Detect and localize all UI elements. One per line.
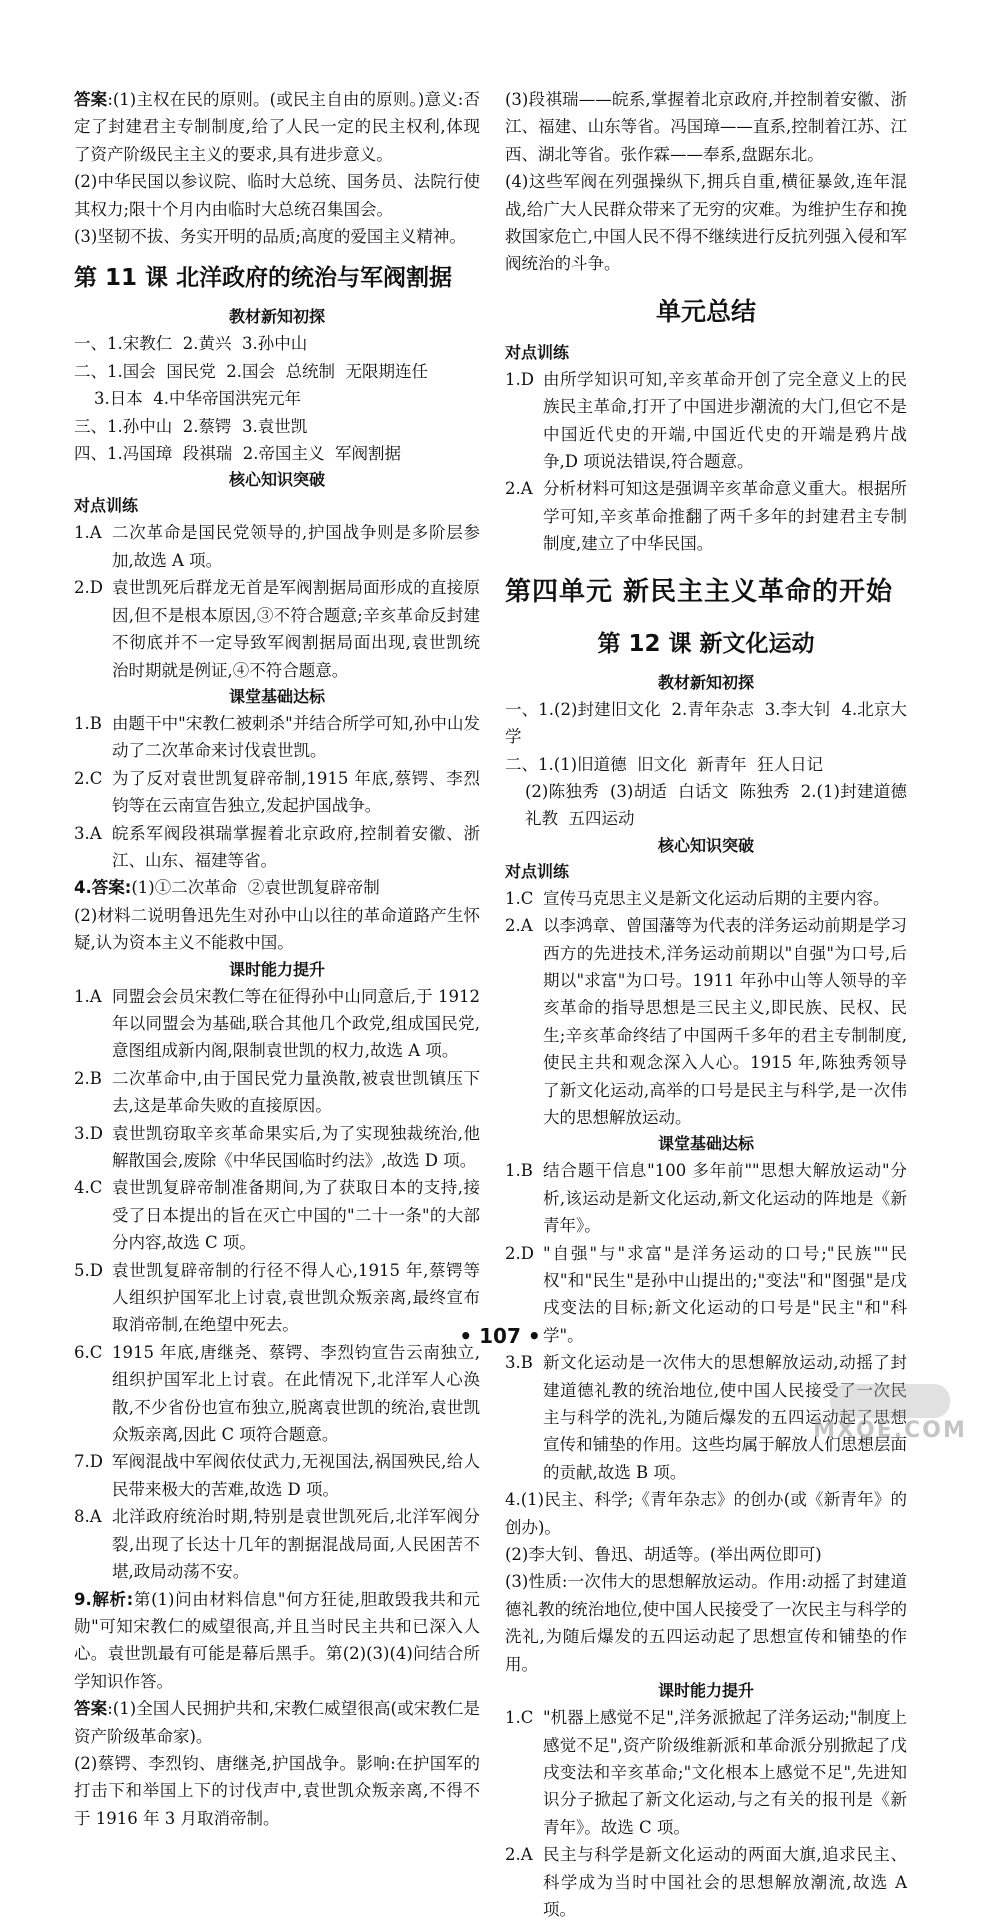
item-text: 结合题干信息"100 多年前""思想大解放运动"分析,该运动是新文化运动,新文化运动的阵地是《新青年》。	[543, 1161, 907, 1236]
item-number: 2.D	[505, 1243, 534, 1263]
item-text: 新文化运动是一次伟大的思想解放运动,动摇了封建道德礼教的统治地位,使中国人民接受了一次民主与科学的洗礼,为随后爆发的五四运动起了思想宣传和铺垫的作用。这些均属于解放人们思想层面的贡献,故选 B 项。	[543, 1353, 907, 1482]
item-text: 同盟会会员宋教仁等在征得孙中山同意后,于 1912 年以同盟会为基础,联合其他几个政党,组成国民党,意图组成新内阁,限制袁世凯的权力,故选 A 项。	[112, 986, 486, 1061]
list-item	[74, 1174, 480, 1256]
item-number: 1.C	[505, 888, 534, 908]
answer-part-2: (2)中华民国以参议院、临时大总统、国务员、法院行使其权力;限十个月内由临时大总统召集国会。	[74, 172, 480, 219]
item-number: 4.	[505, 1490, 521, 1510]
item-text: 袁世凯窃取辛亥革命果实后,为了实现独裁统治,他解散国会,废除《中华民国临时约法》,故选 D 项。	[112, 1123, 480, 1170]
item-number: 2.B	[74, 1068, 102, 1088]
subsection-duidian: 对点训练	[505, 861, 570, 881]
answer-text: :(1)主权在民的原则。(或民主自由的原则。)意义:否定了封建君主专制制度,给了人民一定的民主权利,体现了资产阶级民主主义的要求,具有进步意义。	[74, 90, 480, 164]
item-number: 8.A	[74, 1507, 102, 1527]
answer-part-3: (3)坚韧不拔、务实开明的品质;高度的爱国主义精神。	[74, 227, 466, 247]
list-item	[505, 1704, 907, 1841]
list-item	[74, 1120, 480, 1175]
list-item	[505, 475, 907, 557]
item-text: 宣传马克思主义是新文化运动后期的主要内容。	[543, 888, 890, 908]
item-text: 皖系军阀段祺瑞掌握着北京政府,控制着安徽、浙江、山东、福建等省。	[112, 823, 480, 870]
list-item	[74, 1339, 480, 1449]
list-item	[74, 983, 486, 1065]
item-text: (1)民主、科学;《青年杂志》的创办(或《新青年》的创办)。	[505, 1490, 907, 1537]
knowledge-line: 二、1.(1)旧道德 旧文化 新青年 狂人日记	[505, 754, 824, 774]
item-text: 为了反对袁世凯复辟帝制,1915 年底,蔡锷、李烈钧等在云南宣告独立,发起护国战争。	[112, 768, 480, 816]
item-text: (1)①二次革命 ②袁世凯复辟帝制	[131, 878, 380, 898]
knowledge-line: 3.日本 4.中华帝国洪宪元年	[94, 389, 301, 409]
item-number: 4.答案:	[74, 878, 132, 898]
item-text: 第(1)问由材料信息"何方狂徒,胆敢毁我共和元勋"可知宋教仁的威望很高,并且当时民主共和已深入人心。袁世凯最有可能是幕后黑手。第(2)(3)(4)问结合所学知识作答。	[74, 1589, 480, 1691]
page-number: • 107 •	[459, 1324, 541, 1348]
item-text: 二次革命是国民党领导的,护国战争则是多阶层参加,故选 A 项。	[112, 523, 480, 570]
list-item-cont: (2)材料二说明鲁迅先生对孙中山以往的革命道路产生怀疑,认为资本主义不能救中国。	[74, 905, 480, 953]
list-item	[505, 912, 907, 1131]
item-number: 1.D	[505, 369, 534, 389]
list-item	[74, 1503, 480, 1585]
answer-paragraph	[74, 1695, 480, 1750]
unit-4-title: 第四单元 新民主主义革命的开始	[505, 576, 894, 607]
item-number: 1.B	[74, 713, 102, 733]
answer-label: 答案	[74, 90, 108, 109]
knowledge-line: 四、1.冯国璋 段祺瑞 2.帝国主义 军阀割据	[74, 444, 401, 464]
subsection-duidian: 对点训练	[74, 496, 139, 516]
item-number: 2.A	[505, 916, 533, 936]
item-number: 6.C	[74, 1342, 103, 1362]
section-jiaocai: 教材新知初探	[228, 307, 325, 327]
item-text: 二次革命中,由于国民党力量涣散,被袁世凯镇压下去,这是革命失败的直接原因。	[112, 1068, 480, 1116]
watermark-logo	[790, 1384, 990, 1448]
list-item	[505, 1486, 907, 1541]
item-number: 4.C	[74, 1178, 103, 1198]
item-number: 1.C	[505, 1708, 534, 1728]
list-item	[74, 710, 480, 765]
list-item	[74, 765, 480, 820]
answer-paragraph	[74, 86, 480, 168]
item-text: 由所学知识可知,辛亥革命开创了完全意义上的民族民主革命,打开了中国进步潮流的大门,但它不是中国近代史的开端,中国近代史的开端是鸦片战争,D 项说法错误,符合题意。	[543, 369, 907, 472]
item-number: 3.A	[74, 823, 102, 843]
subsection-duidian: 对点训练	[505, 342, 570, 362]
item-text: 分析材料可知这是强调辛亥革命意义重大。根据所学可知,辛亥革命推翻了两千多年的封建君主专制制度,建立了中华民国。	[543, 479, 907, 554]
answer-label: 答案	[74, 1699, 108, 1719]
item-number: 1.A	[74, 523, 102, 543]
left-column	[74, 86, 486, 1832]
answer-part-4: (4)这些军阀在列强操纵下,拥兵自重,横征暴敛,连年混战,给广大人民群众带来了无穷的灾难。为维护生存和挽救国家危亡,中国人民不得不继续进行反抗列强入侵和军阀统治的斗争。	[505, 172, 907, 274]
item-number: 2.C	[74, 768, 103, 788]
item-number: 2.A	[505, 1845, 533, 1865]
list-item	[74, 1065, 480, 1120]
item-text: 1915 年底,唐继尧、蔡锷、李烈钧宣告云南独立,组织护国军北上讨袁。在此情况下,北洋军人心涣散,不少省份也宣布独立,脱离袁世凯的统治,袁世凯众叛亲离,因此 C 项符合题意。	[112, 1342, 480, 1445]
list-item	[74, 874, 480, 901]
item-text: 以李鸿章、曾国藩等为代表的洋务运动前期是学习西方的先进技术,洋务运动前期以"自强"为口号,后期以"求富"为口号。1911 年孙中山等人领导的辛亥革命的指导思想是三民主义,即民族、民权、民生;辛亥革命终结了中国两千多年的君主专制制度,使民主共和观念深入人心。1915 年,陈独秀领导了新文化运动,高举的口号是民主与科学,是一次伟大的思想解放运动。	[543, 916, 907, 1127]
answer-paragraph-cont: (2)蔡锷、李烈钧、唐继尧,护国战争。影响:在护国军的打击下和举国上下的讨伐声中,袁世凯众叛亲离,不得不于 1916 年 3 月取消帝制。	[74, 1753, 480, 1828]
item-number: 9.解析:	[74, 1589, 134, 1609]
section-jiaocai: 教材新知初探	[657, 672, 754, 692]
item-text: 袁世凯复辟帝制的行径不得人心,1915 年,蔡锷等人组织护国军北上讨袁,袁世凯众叛亲离,最终宣布取消帝制,在绝望中死去。	[112, 1260, 480, 1335]
watermark-text: MXQE.COM	[813, 1418, 967, 1443]
section-ketang: 课堂基础达标	[657, 1134, 754, 1154]
watermark-icon	[830, 1384, 950, 1418]
item-text: 民主与科学是新文化运动的两面大旗,追求民主、科学成为当时中国社会的思想解放潮流,故选 A 项。	[543, 1845, 913, 1919]
section-keshi: 课时能力提升	[228, 959, 325, 979]
knowledge-line: 一、1.(2)封建旧文化 2.青年杂志 3.李大钊 4.北京大学	[505, 699, 907, 747]
item-text: 袁世凯死后群龙无首是军阀割据局面形成的直接原因,但不是根本原因,③不符合题意;辛亥革命反封建不彻底并不一定导致军阀割据局面出现,袁世凯统治时期就是例证,④不符合题意。	[112, 578, 480, 680]
item-text: 军阀混战中军阀依仗武力,无视国法,祸国殃民,给人民带来极大的苦难,故选 D 项。	[112, 1452, 480, 1499]
item-number: 7.D	[74, 1452, 103, 1472]
item-number: 3.B	[505, 1353, 533, 1373]
lesson-12-title: 第 12 课 新文化运动	[597, 630, 815, 657]
list-item	[74, 820, 480, 875]
knowledge-line: 二、1.国会 国民党 2.国会 总统制 无限期连任	[74, 361, 428, 381]
item-text: 北洋政府统治时期,特别是袁世凯死后,北洋军阀分裂,出现了长达十几年的割据混战局面,人民困苦不堪,政局动荡不安。	[112, 1507, 480, 1582]
list-item	[74, 574, 480, 684]
list-item	[74, 519, 480, 574]
knowledge-line: 三、1.孙中山 2.蔡锷 3.袁世凯	[74, 416, 308, 436]
item-text: 袁世凯复辟帝制准备期间,为了获取日本的支持,接受了日本提出的旨在灭亡中国的"二十一条"的大部分内容,故选 C 项。	[112, 1178, 480, 1253]
section-hexin: 核心知识突破	[657, 835, 754, 855]
right-column	[505, 86, 913, 1923]
item-number: 1.B	[505, 1161, 533, 1181]
list-item	[505, 1841, 913, 1923]
item-number: 3.D	[74, 1123, 103, 1143]
list-item-cont: (2)李大钊、鲁迅、胡适等。(举出两位即可)	[505, 1545, 822, 1565]
item-number: 2.A	[505, 479, 533, 499]
list-item	[74, 1586, 480, 1696]
unit-summary-title: 单元总结	[655, 296, 756, 326]
knowledge-line: 一、1.宋教仁 2.黄兴 3.孙中山	[74, 334, 308, 354]
item-text: "机器上感觉不足",洋务派掀起了洋务运动;"制度上感觉不足",资产阶级维新派和革命派分别掀起了戊戌变法和辛亥革命;"文化根本上感觉不足",先进知识分子掀起了新文化运动,与之有关的报刊是《新青年》。故选 C 项。	[543, 1708, 907, 1837]
list-item-cont: (3)性质:一次伟大的思想解放运动。作用:动摇了封建道德礼教的统治地位,使中国人民接受了一次民主与科学的洗礼,为随后爆发的五四运动起了思想宣传和铺垫的作用。	[505, 1572, 907, 1674]
list-item	[505, 885, 907, 912]
item-number: 5.D	[74, 1260, 103, 1280]
item-text: "自强"与"求富"是洋务运动的口号;"民族""民权"和"民生"是孙中山提出的;"变法"和"图强"是戊戌变法的目标;新文化运动的口号是"民主"和"科学"。	[543, 1243, 907, 1345]
section-hexin: 核心知识突破	[228, 470, 325, 490]
section-keshi: 课时能力提升	[657, 1681, 754, 1701]
list-item	[505, 1157, 907, 1239]
section-ketang: 课堂基础达标	[228, 686, 325, 706]
lesson-11-title: 第 11 课 北洋政府的统治与军阀割据	[74, 265, 453, 292]
item-number: 1.A	[74, 986, 102, 1006]
knowledge-line: (2)陈独秀 (3)胡适 白话文 陈独秀 2.(1)封建道德礼教 五四运动	[525, 781, 907, 829]
item-text: 由题干中"宋教仁被刺杀"并结合所学可知,孙中山发动了二次革命来讨伐袁世凯。	[112, 713, 480, 761]
item-number: 2.D	[74, 578, 103, 598]
list-item	[505, 366, 907, 476]
answer-text: :(1)全国人民拥护共和,宋教仁威望很高(或宋教仁是资产阶级革命家)。	[74, 1699, 480, 1746]
answer-part-3: (3)段祺瑞——皖系,掌握着北京政府,并控制着安徽、浙江、福建、山东等省。冯国璋——直系,控制着江苏、江西、湖北等省。张作霖——奉系,盘踞东北。	[505, 90, 907, 164]
